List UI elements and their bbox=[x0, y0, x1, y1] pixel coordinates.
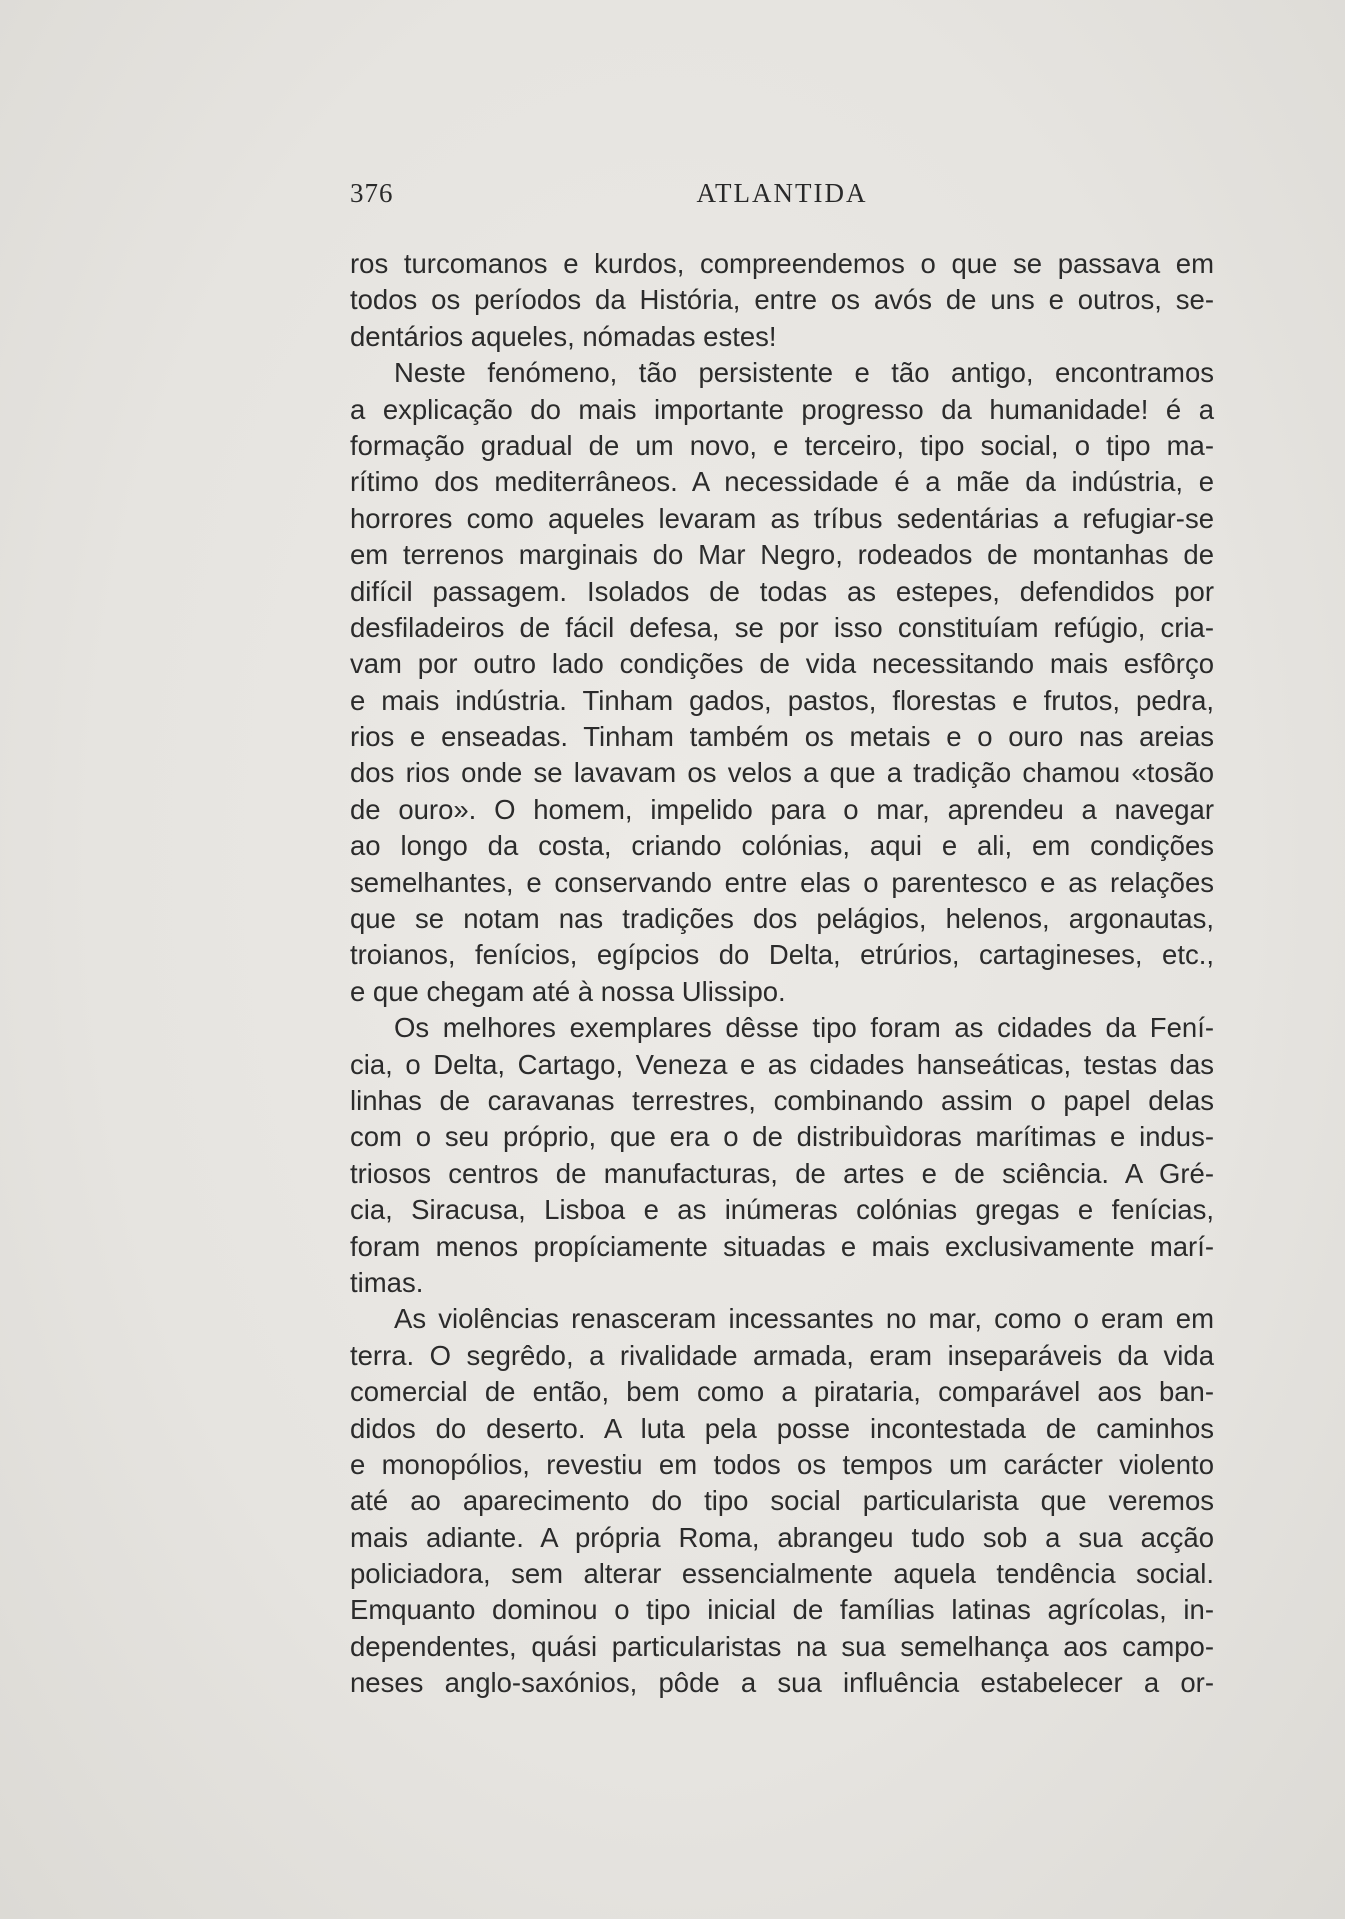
text-line: triosos centros de manufacturas, de artes e de sciência. A Gré- bbox=[350, 1157, 1214, 1189]
text-line: semelhantes, e conservando entre elas o parentesco e as relações bbox=[350, 866, 1214, 898]
text-line: cia, Siracusa, Lisboa e as inúmeras colónias gregas e fenícias, bbox=[350, 1194, 1214, 1226]
text-line: troianos, fenícios, egípcios do Delta, etrúrios, cartagineses, etc., bbox=[350, 939, 1214, 971]
text-line: com o seu próprio, que era o de distribuìdoras marítimas e indus- bbox=[350, 1121, 1214, 1153]
text-line: ros turcomanos e kurdos, compreendemos o que se passava em bbox=[350, 248, 1214, 279]
text-line: rítimo dos mediterrâneos. A necessidade é a mãe da indústria, e bbox=[350, 466, 1214, 498]
text-line: de ouro». O homem, impelido para o mar, aprendeu a navegar bbox=[350, 793, 1214, 825]
text-line: horrores como aqueles levaram as tríbus sedentárias a refugiar-se bbox=[350, 502, 1214, 534]
body-text bbox=[350, 246, 1214, 1702]
page-header bbox=[350, 178, 1214, 218]
text-line: comercial de então, bem como a pirataria, comparável aos ban- bbox=[350, 1376, 1214, 1408]
text-line: e que chegam até à nossa Ulissipo. bbox=[350, 975, 786, 1007]
running-title: ATLANTIDA bbox=[696, 178, 868, 208]
text-line: dos rios onde se lavavam os velos a que a tradição chamou «tosão bbox=[350, 757, 1214, 789]
text-line: e monopólios, revestiu em todos os tempos um carácter violento bbox=[350, 1448, 1214, 1480]
text-line: Emquanto dominou o tipo inicial de famílias latinas agrícolas, in- bbox=[350, 1594, 1214, 1626]
text-line: Os melhores exemplares dêsse tipo foram as cidades da Fení- bbox=[394, 1012, 1214, 1044]
text-line: foram menos propíciamente situadas e mais exclusivamente marí- bbox=[350, 1230, 1214, 1262]
text-line: linhas de caravanas terrestres, combinando assim o papel delas bbox=[350, 1084, 1214, 1116]
text-line: cia, o Delta, Cartago, Veneza e as cidades hanseáticas, testas das bbox=[350, 1048, 1214, 1080]
text-line: a explicação do mais importante progresso da humanidade! é a bbox=[350, 393, 1214, 425]
text-line: em terrenos marginais do Mar Negro, rodeados de montanhas de bbox=[350, 539, 1214, 571]
text-line: terra. O segrêdo, a rivalidade armada, eram inseparáveis da vida bbox=[350, 1339, 1214, 1371]
text-line: até ao aparecimento do tipo social particularista que veremos bbox=[350, 1485, 1214, 1517]
text-line: As violências renasceram incessantes no mar, como o eram em bbox=[394, 1303, 1214, 1335]
text-line: desfiladeiros de fácil defesa, se por isso constituíam refúgio, cria- bbox=[350, 611, 1214, 643]
text-line: dentários aqueles, nómadas estes! bbox=[350, 320, 777, 352]
text-line: dependentes, quási particularistas na sua semelhança aos campo- bbox=[350, 1630, 1214, 1662]
text-line: mais adiante. A própria Roma, abrangeu tudo sob a sua acção bbox=[350, 1521, 1214, 1553]
text-line: todos os períodos da História, entre os avós de uns e outros, se- bbox=[350, 284, 1214, 316]
text-line: rios e enseadas. Tinham também os metais e o ouro nas areias bbox=[350, 721, 1214, 753]
text-line: neses anglo-saxónios, pôde a sua influência estabelecer a or- bbox=[350, 1667, 1214, 1699]
text-line: e mais indústria. Tinham gados, pastos, florestas e frutos, pedra, bbox=[350, 684, 1214, 716]
text-line: vam por outro lado condições de vida necessitando mais esfôrço bbox=[350, 648, 1214, 680]
text-line: policiadora, sem alterar essencialmente aquela tendência social. bbox=[350, 1558, 1214, 1590]
text-line: difícil passagem. Isolados de todas as estepes, defendidos por bbox=[350, 575, 1214, 607]
text-line: ao longo da costa, criando colónias, aqui e ali, em condições bbox=[350, 830, 1214, 862]
text-line: Neste fenómeno, tão persistente e tão antigo, encontramos bbox=[394, 357, 1214, 389]
text-line: formação gradual de um novo, e terceiro, tipo social, o tipo ma- bbox=[350, 429, 1214, 461]
page-number: 376 bbox=[350, 178, 394, 208]
text-line: timas. bbox=[350, 1266, 424, 1298]
text-line: didos do deserto. A luta pela posse incontestada de caminhos bbox=[350, 1412, 1214, 1444]
text-line: que se notam nas tradições dos pelágios, helenos, argonautas, bbox=[350, 903, 1214, 935]
